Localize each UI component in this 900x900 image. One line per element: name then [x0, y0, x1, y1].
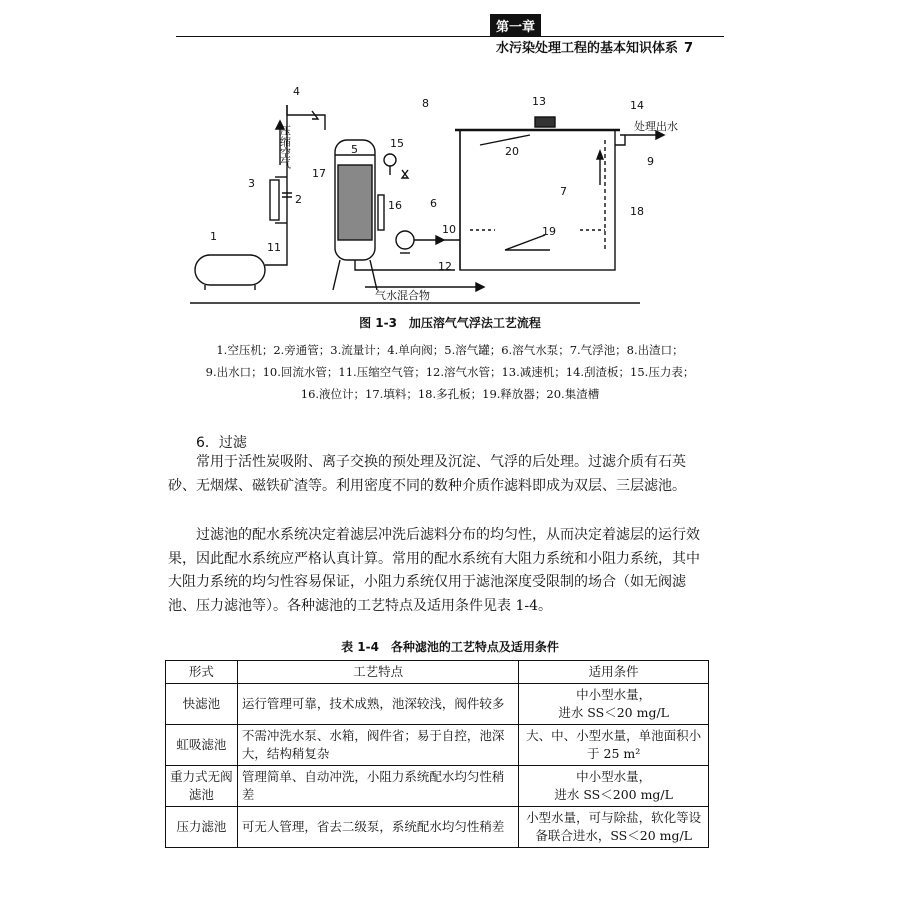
col-header-features: 工艺特点 — [237, 661, 518, 684]
callout-20: 20 — [505, 145, 519, 158]
cell-conditions: 小型水量，可与除盐，软化等设 备联合进水，SS＜20 mg/L — [519, 807, 709, 848]
figure-legend-line-3: 16.液位计；17.填料；18.多孔板；19.释放器；20.集渣槽 — [300, 387, 600, 401]
callout-8: 8 — [422, 97, 429, 110]
callout-13: 13 — [532, 95, 546, 108]
pressure-gauge — [384, 154, 396, 166]
filter-comparison-table — [165, 660, 709, 848]
paragraph-2: 过滤池的配水系统决定着滤层冲洗后滤料分布的均匀性，从而决定着滤层的运行效果，因此配水系统应严格认真计算。常用的配水系统有大阻力系统和小阻力系统，其中大阻力系统的均匀性容易保证，小阻力系统仅用于滤池深度受限制的场合（如无阀滤池、压力滤池等）。各种滤池的工艺特点及适用条件见表 1-4。 — [168, 527, 700, 614]
table-row — [166, 725, 709, 766]
cell-conditions: 中小型水量， 进水 SS＜20 mg/L — [519, 684, 709, 725]
compressed-air-label: 压缩空气 — [278, 125, 292, 169]
callout-14: 14 — [630, 99, 644, 112]
reducer — [535, 117, 555, 127]
callout-17: 17 — [312, 167, 326, 180]
sludge-trough — [480, 135, 530, 145]
cell-features: 管理简单、自动冲洗，小阻力系统配水均匀性稍差 — [237, 766, 518, 807]
cell-features: 不需冲洗水泵、水箱，阀件省；易于自控，池深大，结构稍复杂 — [237, 725, 518, 766]
process-flow-diagram — [150, 85, 710, 310]
packing-fill — [338, 165, 372, 240]
callout-12: 12 — [438, 260, 452, 273]
cell-conditions: 中小型水量， 进水 SS＜200 mg/L — [519, 766, 709, 807]
callout-1: 1 — [210, 230, 217, 243]
running-header — [490, 14, 720, 56]
flotation-tank — [460, 130, 615, 270]
chapter-label: 第一章 — [490, 14, 541, 37]
callout-3: 3 — [248, 177, 255, 190]
callout-5: 5 — [351, 143, 358, 156]
col-header-type: 形式 — [166, 661, 238, 684]
cell-features: 运行管理可靠，技术成熟，池深较浅，阀件较多 — [237, 684, 518, 725]
callout-10: 10 — [442, 223, 456, 236]
callout-16: 16 — [388, 199, 402, 212]
callout-19: 19 — [542, 225, 556, 238]
air-water-mix-label: 气水混合物 — [375, 289, 430, 302]
callout-6: 6 — [430, 197, 437, 210]
treated-outlet-label: 处理出水 — [634, 120, 678, 133]
cell-type: 快滤池 — [166, 684, 238, 725]
air-compressor — [195, 255, 265, 285]
callout-18: 18 — [630, 205, 644, 218]
callout-7: 7 — [560, 185, 567, 198]
col-header-conditions: 适用条件 — [519, 661, 709, 684]
callout-11: 11 — [267, 241, 281, 254]
paragraph-1: 常用于活性炭吸附、离子交换的预处理及沉淀、气浮的后处理。过滤介质有石英砂、无烟煤、磁铁矿渣等。利用密度不同的数种介质作滤料即成为双层、三层滤池。 — [168, 454, 686, 494]
figure-legend-line-1: 1.空压机；2.旁通管；3.流量计；4.单向阀；5.溶气罐；6.溶气水泵；7.气浮池；8.出渣口； — [216, 343, 684, 357]
chapter-title: 水污染处理工程的基本知识体系 — [496, 41, 679, 56]
table-row — [166, 684, 709, 725]
header-rule — [176, 36, 724, 37]
cell-features: 可无人管理，省去二级泵，系统配水均匀性稍差 — [237, 807, 518, 848]
cell-type: 虹吸滤池 — [166, 725, 238, 766]
table-caption: 表 1-4 各种滤池的工艺特点及适用条件 — [341, 640, 559, 654]
callout-15: 15 — [390, 137, 404, 150]
page-number: 7 — [684, 41, 694, 56]
figure-legend-line-2: 9.出水口；10.回流水管；11.压缩空气管；12.溶气水管；13.减速机；14.刮渣板；15.压力表； — [205, 365, 695, 379]
table-row — [166, 807, 709, 848]
cell-type: 重力式无阀滤池 — [166, 766, 238, 807]
flowmeter — [270, 180, 279, 220]
cell-conditions: 大、中、小型水量，单池面积小 于 25 m² — [519, 725, 709, 766]
outlet-pipe — [615, 135, 625, 145]
callout-4: 4 — [293, 85, 300, 98]
cell-type: 压力滤池 — [166, 807, 238, 848]
callout-2: 2 — [295, 193, 302, 206]
dissolved-air-pump — [396, 231, 414, 249]
table-row — [166, 766, 709, 807]
valve — [402, 170, 408, 178]
callout-9: 9 — [647, 155, 654, 168]
check-valve-pipe — [287, 105, 325, 130]
releaser — [505, 235, 545, 250]
section-heading: 6．过滤 — [196, 435, 247, 451]
level-gauge — [378, 195, 384, 230]
figure-caption: 图 1-3 加压溶气气浮法工艺流程 — [359, 316, 541, 330]
